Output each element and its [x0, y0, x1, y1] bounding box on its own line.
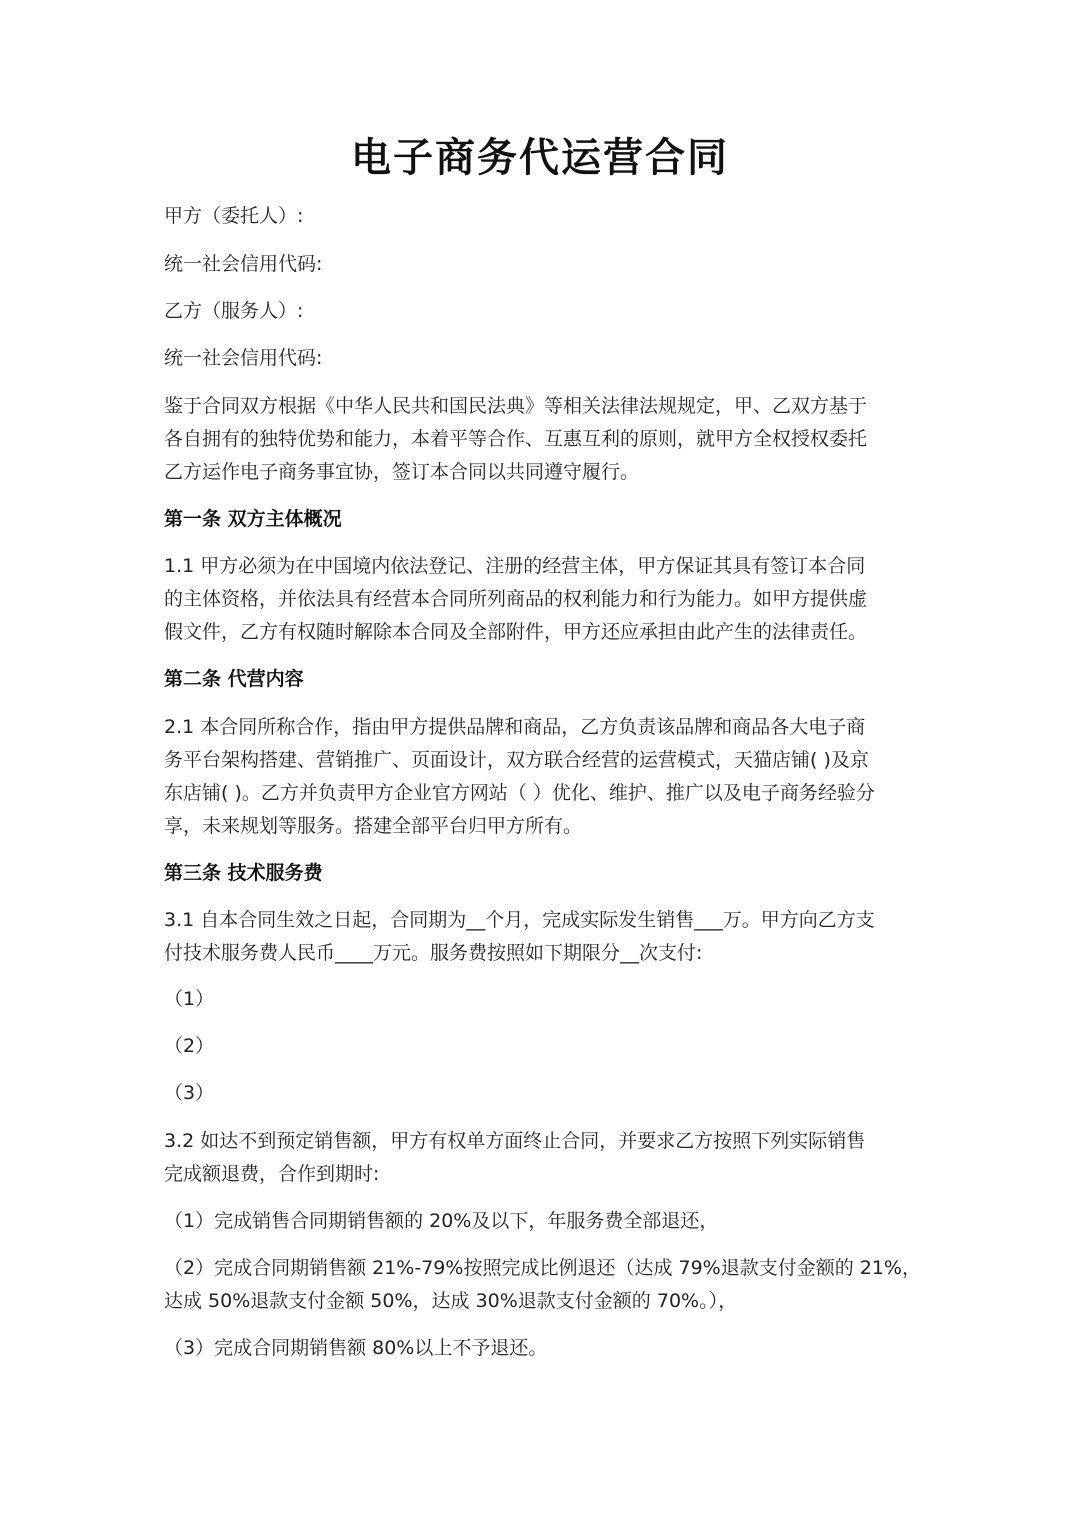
document-title: 电子商务代运营合同	[351, 135, 729, 181]
clause-3-1-line: 付技术服务费人民币____万元。服务费按照如下期限分__次支付:	[164, 942, 703, 964]
clause-2-1-line: 2.1 本合同所称合作，指由甲方提供品牌和商品，乙方负责该品牌和商品各大电子商	[164, 716, 866, 738]
payment-item: （3）	[164, 1082, 215, 1104]
refund-item-2-line: （2）完成合同期销售额 21%-79%按照完成比例退还（达成 79%退款支付金额的 21%，	[164, 1257, 921, 1279]
clause-3-2-line: 完成额退费，合作到期时:	[164, 1163, 380, 1185]
article-2-heading: 第二条 代营内容	[164, 668, 304, 690]
party-a-label: 甲方（委托人）:	[164, 205, 304, 227]
refund-item-3: （3）完成合同期销售额 80%以上不予退还。	[164, 1337, 548, 1359]
article-1-heading: 第一条 双方主体概况	[164, 508, 342, 530]
article-3-heading: 第三条 技术服务费	[164, 862, 323, 884]
clause-2-1-line: 享，未来规划等服务。搭建全部平台归甲方所有。	[164, 815, 583, 837]
clause-1-1-line: 的主体资格，并依法具有经营本合同所列商品的权利能力和行为能力。如甲方提供虚	[164, 588, 868, 610]
party-a-credit-code-label: 统一社会信用代码:	[164, 253, 323, 275]
payment-item: （2）	[164, 1035, 215, 1057]
payment-item: （1）	[164, 988, 215, 1010]
clause-1-1-line: 假文件，乙方有权随时解除本合同及全部附件，甲方还应承担由此产生的法律责任。	[164, 621, 868, 643]
party-b-credit-code-label: 统一社会信用代码:	[164, 347, 323, 369]
party-b-label: 乙方（服务人）:	[164, 300, 304, 322]
clause-1-1-line: 1.1 甲方必须为在中国境内依法登记、注册的经营主体，甲方保证其具有签订本合同	[164, 555, 866, 577]
clause-3-2-line: 3.2 如达不到预定销售额，甲方有权单方面终止合同，并要求乙方按照下列实际销售	[164, 1130, 866, 1152]
refund-item-1: （1）完成销售合同期销售额的 20%及以下，年服务费全部退还，	[164, 1210, 719, 1232]
clause-2-1-line: 东店铺( )。乙方并负责甲方企业官方网站（ ）优化、维护、推广以及电子商务经验分	[164, 782, 875, 804]
refund-item-2-line: 达成 50%退款支付金额 50%，达成 30%退款支付金额的 70%。），	[164, 1290, 738, 1312]
preamble-line: 各自拥有的独特优势和能力，本着平等合作、互惠互利的原则，就甲方全权授权委托	[164, 428, 868, 450]
clause-2-1-line: 务平台架构搭建、营销推广、页面设计，双方联合经营的运营模式，天猫店铺( )及京	[164, 749, 869, 771]
preamble-line: 乙方运作电子商务事宜协，签订本合同以共同遵守履行。	[164, 461, 640, 483]
clause-3-1-line: 3.1 自本合同生效之日起，合同期为__个月，完成实际发生销售___万。甲方向乙方支	[164, 909, 875, 931]
preamble-line: 鉴于合同双方根据《中华人民共和国民法典》等相关法律法规规定，甲、乙双方基于	[164, 395, 868, 417]
